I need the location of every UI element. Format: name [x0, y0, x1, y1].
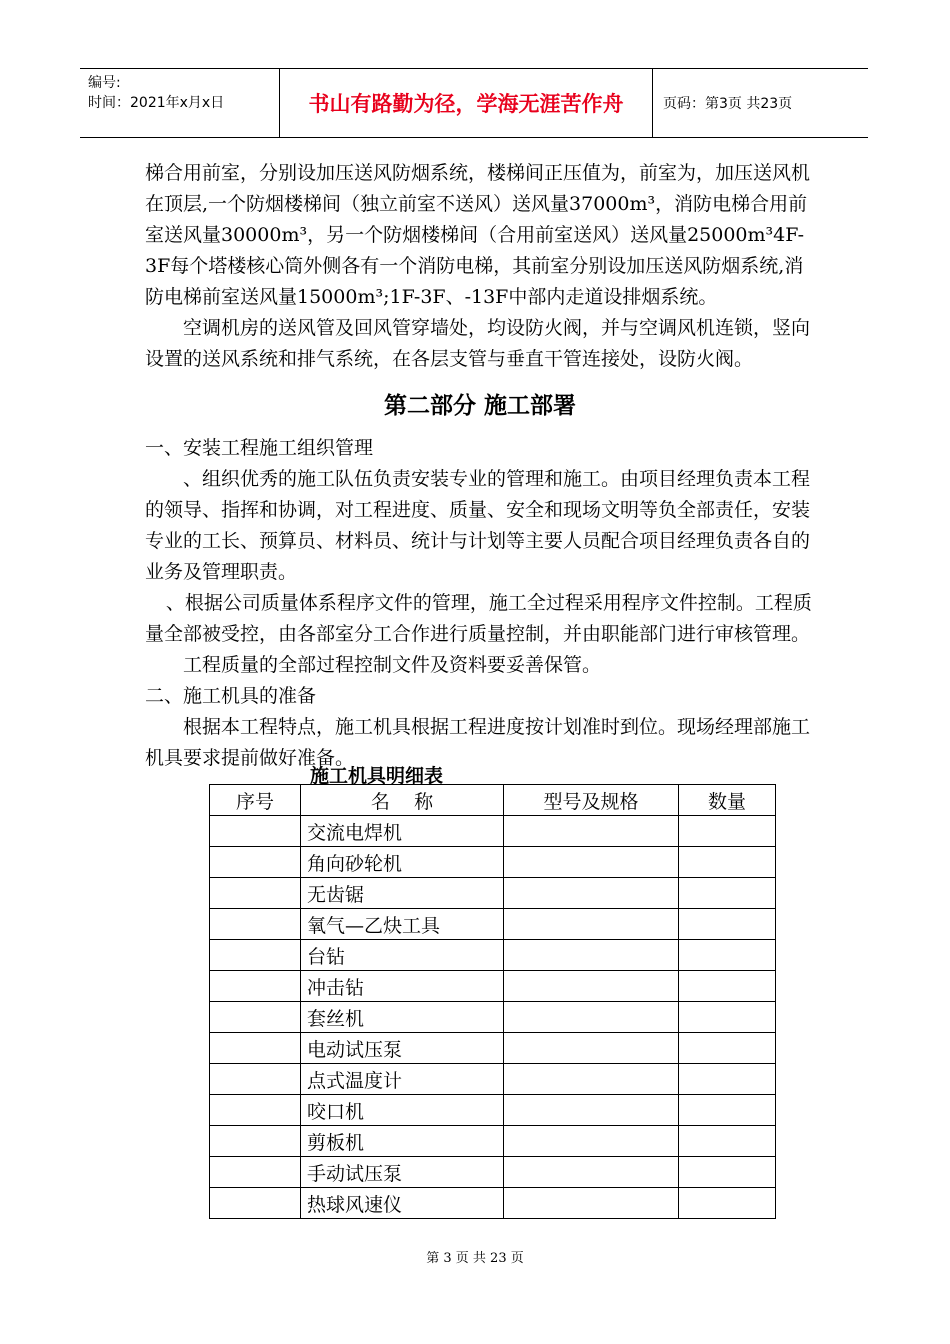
table-row — [210, 971, 776, 1002]
table-row — [210, 816, 776, 847]
header-cell-quantity: 数量 — [679, 785, 776, 816]
document-number-label: 编号: — [88, 75, 121, 91]
header-cell-spec: 型号及规格 — [504, 785, 679, 816]
table-row — [210, 1033, 776, 1064]
section-heading: 一、安装工程施工组织管理 — [145, 437, 374, 459]
tool-name-cell: 无齿锯 — [301, 878, 504, 909]
table-row — [210, 1002, 776, 1033]
paragraph: 空调机房的送风管及回风管穿墙处，均设防火阀，并与空调风机连锁，竖向设置的送风系统和排气系统，在各层支管与垂直干管连接处，设防火阀。 — [145, 317, 811, 370]
tool-name-cell: 交流电焊机 — [301, 816, 504, 847]
header-motto: 书山有路勤为径，学海无涯苦作舟 — [280, 69, 653, 137]
header-meta — [80, 69, 280, 137]
tool-name-cell: 冲击钻 — [301, 971, 504, 1002]
table-row — [210, 878, 776, 909]
tool-name-cell: 热球风速仪 — [301, 1188, 504, 1219]
header-page-label: 页码：第3页 共23页 — [663, 96, 793, 112]
tool-name-cell: 氧气—乙炔工具 — [301, 909, 504, 940]
tool-name-cell: 角向砂轮机 — [301, 847, 504, 878]
header-cell-name: 名 称 — [301, 785, 504, 816]
tool-name-cell: 套丝机 — [301, 1002, 504, 1033]
paragraph: 、组织优秀的施工队伍负责安装专业的管理和施工。由项目经理负责本工程的领导、指挥和协调，对工程进度、质量、安全和现场文明等负全部责任，安装专业的工长、预算员、材料员、统计与计划等主要人员配合项目经理负责各自的业务及管理职责。 — [145, 468, 811, 583]
page-footer: 第 3 页 共 23 页 — [426, 1251, 524, 1266]
tool-name-cell: 咬口机 — [301, 1095, 504, 1126]
tool-name-cell: 电动试压泵 — [301, 1033, 504, 1064]
paragraph: 、根据公司质量体系程序文件的管理，施工全过程采用程序文件控制。工程质量全部被受控，由各部室分工合作进行质量控制，并由职能部门进行审核管理。 — [145, 592, 812, 645]
table-row — [210, 1095, 776, 1126]
table-header-row — [210, 785, 776, 816]
table-title: 施工机具明细表 — [310, 765, 444, 787]
document-body — [145, 158, 815, 774]
tool-name-cell: 台钻 — [301, 940, 504, 971]
table-row — [210, 847, 776, 878]
table-row — [210, 909, 776, 940]
table-row — [210, 1157, 776, 1188]
table-row — [210, 1188, 776, 1219]
document-time-label: 时间：2021年x月x日 — [88, 95, 225, 111]
tools-table — [209, 784, 776, 1219]
table-row — [210, 1064, 776, 1095]
page-header — [80, 68, 868, 138]
section-title: 第二部分 施工部署 — [383, 393, 576, 419]
section-heading: 二、施工机具的准备 — [145, 685, 317, 707]
table-row — [210, 940, 776, 971]
paragraph: 梯合用前室，分别设加压送风防烟系统，楼梯间正压值为，前室为，加压送风机在顶层,一个防烟楼梯间（独立前室不送风）送风量37000m³，消防电梯合用前室送风量30000m³，另一个防烟楼梯间（合用前室送风）送风量25000m³4F-3F每个塔楼核心筒外侧各有一个消防电梯，其前室分别设加压送风防烟系统,消防电梯前室送风量15000m³;1F-3F、-13F中部内走道设排烟系统。 — [145, 162, 811, 308]
paragraph: 工程质量的全部过程控制文件及资料要妥善保管。 — [183, 654, 602, 676]
tool-name-cell: 手动试压泵 — [301, 1157, 504, 1188]
header-cell-index: 序号 — [210, 785, 301, 816]
table-row — [210, 1126, 776, 1157]
tool-name-cell: 剪板机 — [301, 1126, 504, 1157]
tool-name-cell: 点式温度计 — [301, 1064, 504, 1095]
paragraph: 根据本工程特点，施工机具根据工程进度按计划准时到位。现场经理部施工机具要求提前做好准备。 — [145, 716, 811, 769]
